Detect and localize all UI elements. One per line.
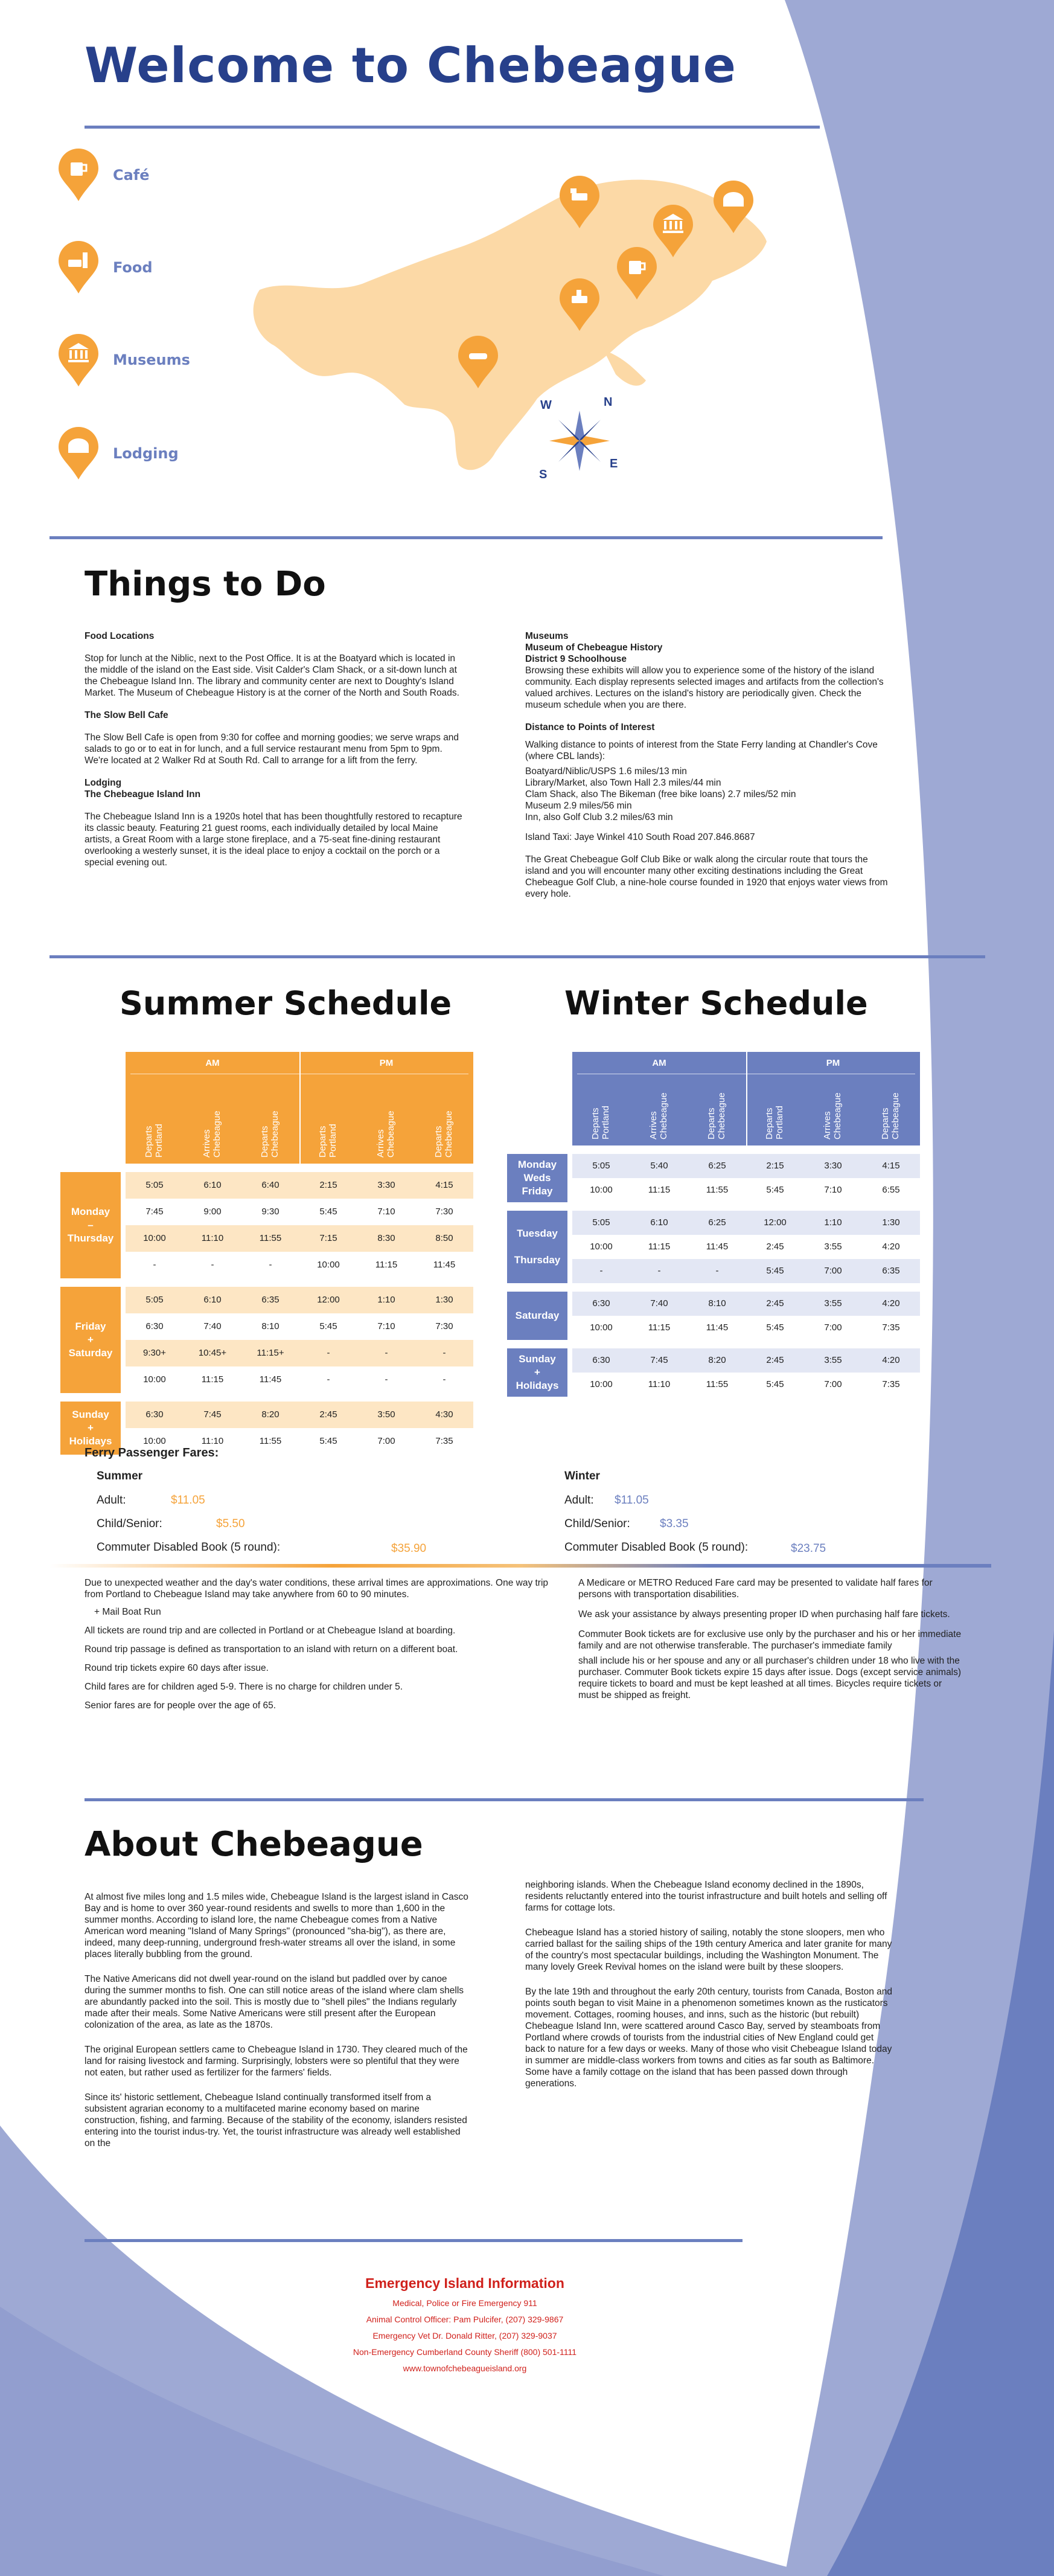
compass-n: N — [604, 396, 613, 409]
summer-time-cell: 8:50 — [435, 1233, 453, 1243]
winter-time-cell: 2:45 — [766, 1242, 784, 1252]
winter-time-cell: 7:10 — [824, 1185, 842, 1195]
summer-time-cell: 7:40 — [203, 1321, 222, 1331]
page-title: Welcome to Chebeague — [85, 37, 736, 94]
summer-column-header: Departs Chebeague — [260, 1110, 280, 1158]
fares-gradient-divider — [50, 1564, 991, 1568]
winter-adult-label: Adult: — [564, 1494, 594, 1507]
winter-time-cell: 11:15 — [648, 1242, 671, 1252]
legend-food-label: Food — [113, 259, 153, 276]
divider — [85, 1798, 924, 1801]
summer-time-cell: 10:00 — [143, 1436, 166, 1446]
golf-info: The Great Chebeague Golf Club Bike or walk along the circular route that tours the island and you will encounter many other exciting destinations including the Great Chebeague Golf Club, a nine-hole course founded in 1920 that enjoys water views from every hole. — [525, 854, 888, 899]
summer-day-label: Monday – Thursday — [60, 1172, 121, 1278]
summer-time-cell: 4:15 — [435, 1180, 453, 1190]
legend-lodging-label: Lodging — [113, 445, 179, 462]
food-heading: Food Locations — [85, 631, 155, 641]
summer-time-cell: - — [385, 1374, 388, 1385]
emergency-line: Medical, Police or Fire Emergency 911 — [392, 2298, 537, 2308]
winter-child-label: Child/Senior: — [564, 1517, 630, 1530]
summer-time-cell: 7:45 — [203, 1409, 222, 1420]
summer-book-fare: $35.90 — [391, 1542, 427, 1555]
summer-time-cell: 5:05 — [145, 1180, 164, 1190]
summer-time-cell: 11:55 — [259, 1436, 282, 1446]
winter-time-cell: 1:30 — [882, 1217, 900, 1228]
winter-time-cell: 10:00 — [590, 1242, 613, 1252]
winter-day-label: Tuesday Thursday — [507, 1211, 567, 1283]
legend-cafe-label: Café — [113, 167, 150, 184]
winter-time-cell: 6:35 — [882, 1266, 900, 1276]
winter-time-cell: - — [657, 1266, 661, 1276]
winter-time-cell: 5:40 — [650, 1161, 668, 1171]
winter-time-cell: 8:20 — [708, 1355, 726, 1365]
cafe-heading: The Slow Bell Cafe — [85, 710, 168, 720]
summer-time-cell: 10:45+ — [198, 1348, 227, 1358]
winter-time-cell: 5:45 — [766, 1266, 784, 1276]
about-paragraph: Since its' historic settlement, Chebeague Island continually transformed itself from a subsistent agrarian economy to a multifaceted marine economy based on marine construction, fishing, and farming. Because of the stability of the economy, islanders resisted entering into the tourist indus-try. Yet, the tourist infrastructure was already well established on the — [85, 2092, 467, 2148]
winter-book-label: Commuter Disabled Book (5 round): — [564, 1541, 749, 1554]
winter-adult-fare: $11.05 — [615, 1494, 649, 1507]
distance-item: Boatyard/Niblic/USPS 1.6 miles/13 min — [525, 766, 687, 777]
winter-day-label: Saturday — [507, 1292, 567, 1340]
summer-time-cell: 3:50 — [377, 1409, 395, 1420]
summer-time-cell: - — [327, 1348, 330, 1358]
summer-time-cell: 10:00 — [143, 1374, 166, 1385]
summer-time-cell: - — [153, 1260, 156, 1270]
summer-schedule-table — [60, 1052, 486, 1447]
summer-column-header: Departs Portland — [144, 1124, 164, 1158]
summer-time-cell: 12:00 — [317, 1295, 340, 1305]
winter-am-label: AM — [652, 1058, 666, 1068]
about-paragraph: By the late 19th and throughout the early 20th century, tourists from Canada, Boston and points south began to visit Maine in a phenomenon sometimes known as the rusticators movement. Cottages, rooming houses, and inns, such as the historic (but rebuilt) Chebeague Island Inn, were scattered around Casco Bay, served by steamboats from Portland where crowds of tourists from the industrial cities of New England could get back to nature for a few days or weeks. Many of those who visit Chebeague Island today in summer are middle-class workers from towns and cities as far south as Baltimore. Some have a family cottage on the island that has been passed down through generations. — [525, 1987, 893, 2089]
map-pin-food-icon — [558, 175, 601, 229]
divider — [85, 2239, 743, 2242]
fares-heading: Ferry Passenger Fares: — [85, 1446, 219, 1459]
summer-time-cell: 7:30 — [435, 1321, 453, 1331]
summer-time-cell: - — [269, 1260, 272, 1270]
winter-time-cell: 3:55 — [824, 1355, 842, 1365]
museums-heading: Museums — [525, 631, 569, 641]
summer-column-header: Departs Portland — [318, 1124, 338, 1158]
summer-time-cell: - — [385, 1348, 388, 1358]
winter-time-cell: 7:00 — [824, 1379, 842, 1389]
things-left-column — [85, 630, 465, 879]
summer-time-cell: 9:00 — [203, 1206, 222, 1217]
lodging-subheading: The Chebeague Island Inn — [85, 789, 201, 799]
museums-subheading-2: District 9 Schoolhouse — [525, 654, 627, 664]
winter-time-cell: 10:00 — [590, 1185, 613, 1195]
winter-column-header: Departs Chebeague — [706, 1092, 727, 1139]
note: We ask your assistance by always presenting proper ID when purchasing half fare tickets. — [578, 1609, 950, 1620]
summer-column-header: Arrives Chebeague — [202, 1110, 222, 1158]
summer-day-label: Sunday + Holidays — [60, 1402, 121, 1455]
summer-time-cell: 1:30 — [435, 1295, 453, 1305]
island-map — [241, 151, 773, 489]
summer-time-cell: 6:10 — [203, 1295, 222, 1305]
winter-time-cell: 11:45 — [706, 1242, 729, 1252]
winter-column-header: Departs Portland — [590, 1106, 611, 1139]
legend-museums-label: Museums — [113, 351, 190, 368]
summer-time-cell: 2:15 — [319, 1180, 337, 1190]
summer-time-cell: 11:15 — [201, 1374, 224, 1385]
summer-time-cell: 11:45 — [433, 1260, 456, 1270]
distance-intro: Walking distance to points of interest from the State Ferry landing at Chandler's Cove (where CBL lands): — [525, 740, 878, 761]
winter-time-cell: 7:40 — [650, 1298, 668, 1309]
map-pin-museum-icon — [652, 204, 694, 258]
summer-time-cell: - — [442, 1348, 446, 1358]
summer-time-cell: 9:30+ — [143, 1348, 166, 1358]
summer-book-label: Commuter Disabled Book (5 round): — [97, 1541, 281, 1554]
summer-time-cell: 8:30 — [377, 1233, 395, 1243]
winter-time-cell: 2:15 — [766, 1161, 784, 1171]
winter-time-cell: 11:10 — [648, 1379, 671, 1389]
divider — [50, 536, 883, 539]
distance-item: Clam Shack, also The Bikeman (free bike loans) 2.7 miles/52 min — [525, 789, 796, 799]
about-title: About Chebeague — [85, 1825, 423, 1864]
note: All tickets are round trip and are collected in Portland or at Chebeague Island at boarding. — [85, 1626, 456, 1636]
taxi-info: Island Taxi: Jaye Winkel 410 South Road 207.846.8687 — [525, 832, 755, 842]
map-pin-cafe-icon — [616, 246, 658, 301]
summer-child-fare: $5.50 — [216, 1517, 245, 1530]
summer-day-label: Friday + Saturday — [60, 1287, 121, 1393]
winter-column-header: Departs Portland — [764, 1106, 785, 1139]
cafe-body: The Slow Bell Cafe is open from 9:30 for coffee and morning goodies; we serve wraps and salads to go or to eat in for lunch, and a full service restaurant menu from 5pm to 9pm. We're located at 2 Walker Rd at South Rd. Call to arrange for a lift from the ferry. — [85, 732, 459, 766]
summer-am-label: AM — [205, 1058, 220, 1068]
museums-subheading-1: Museum of Chebeague History — [525, 642, 663, 653]
winter-time-cell: 6:25 — [708, 1217, 726, 1228]
distance-item: Inn, also Golf Club 3.2 miles/63 min — [525, 812, 673, 822]
winter-time-cell: 8:10 — [708, 1298, 726, 1309]
summer-time-cell: 7:00 — [377, 1436, 395, 1446]
winter-time-cell: 2:45 — [766, 1355, 784, 1365]
winter-time-cell: 4:20 — [882, 1355, 900, 1365]
note: Round trip tickets expire 60 days after issue. — [85, 1663, 269, 1673]
winter-time-cell: 1:10 — [824, 1217, 842, 1228]
winter-time-cell: - — [715, 1266, 719, 1276]
note: Senior fares are for people over the age of 65. — [85, 1700, 276, 1711]
winter-time-cell: 10:00 — [590, 1379, 613, 1389]
winter-time-cell: 10:00 — [590, 1322, 613, 1333]
about-paragraph: neighboring islands. When the Chebeague Island economy declined in the 1890s, residents reluctantly entered into the tourist infrastructure and built hotels and selling off farms for cottage lots. — [525, 1880, 887, 1913]
distance-list — [525, 766, 893, 823]
winter-time-cell: 11:15 — [648, 1185, 671, 1195]
summer-time-cell: 11:45 — [259, 1374, 282, 1385]
winter-time-cell: 7:35 — [882, 1379, 900, 1389]
summer-time-cell: 4:30 — [435, 1409, 453, 1420]
winter-fares-title: Winter — [564, 1470, 600, 1482]
winter-time-cell: 6:30 — [592, 1355, 610, 1365]
summer-time-cell: 11:15 — [375, 1260, 398, 1270]
winter-time-cell: 5:45 — [766, 1322, 784, 1333]
winter-time-cell: 5:05 — [592, 1161, 610, 1171]
about-paragraph: Chebeague Island has a storied history of sailing, notably the stone sloopers, men who carried ballast for the sailing ships of the 19th century America and later granite for many of the country's most spectacular buildings, including the Washington Monument. The many lovely Greek Revival homes on the island were built by these sloopers. — [525, 1927, 892, 1972]
winter-time-cell: 11:55 — [706, 1185, 729, 1195]
lodging-icon — [57, 426, 100, 481]
note: Round trip passage is defined as transportation to an island with return on a different boat. — [85, 1644, 458, 1655]
summer-time-cell: 6:30 — [145, 1321, 164, 1331]
winter-time-cell: 12:00 — [764, 1217, 787, 1228]
things-title: Things to Do — [85, 565, 326, 604]
summer-time-cell: 6:30 — [145, 1409, 164, 1420]
summer-time-cell: 7:15 — [319, 1233, 337, 1243]
summer-time-cell: 10:00 — [143, 1233, 166, 1243]
winter-time-cell: 11:15 — [648, 1322, 671, 1333]
things-right-column — [525, 630, 893, 911]
winter-day-label: Monday Weds Friday — [507, 1154, 567, 1202]
summer-column-header: Arrives Chebeague — [375, 1110, 396, 1158]
summer-time-cell: 7:10 — [377, 1206, 395, 1217]
summer-time-cell: 5:45 — [319, 1436, 337, 1446]
winter-column-header: Arrives Chebeague — [822, 1092, 843, 1139]
winter-column-header: Arrives Chebeague — [648, 1092, 669, 1139]
winter-schedule-title: Winter Schedule — [564, 984, 868, 1022]
winter-time-cell: 6:55 — [882, 1185, 900, 1195]
food-icon — [57, 240, 100, 295]
museum-icon — [57, 333, 100, 388]
note: A Medicare or METRO Reduced Fare card may be presented to validate half fares for persons with transportation disabilities. — [578, 1578, 933, 1600]
summer-time-cell: 6:40 — [261, 1180, 279, 1190]
winter-time-cell: 5:45 — [766, 1185, 784, 1195]
winter-child-fare: $3.35 — [660, 1517, 689, 1530]
winter-time-cell: 7:45 — [650, 1355, 668, 1365]
note: + Mail Boat Run — [94, 1607, 161, 1617]
summer-time-cell: 1:10 — [377, 1295, 395, 1305]
winter-am-pm-divider — [746, 1052, 747, 1145]
summer-time-cell: 6:10 — [203, 1180, 222, 1190]
about-left-column — [85, 1891, 471, 2160]
winter-time-cell: 2:45 — [766, 1298, 784, 1309]
map-pin-lodging-icon — [712, 180, 755, 234]
emergency-section — [302, 2275, 628, 2377]
emergency-line: Non-Emergency Cumberland County Sheriff (800) 501-1111 — [353, 2347, 577, 2357]
winter-time-cell: 6:30 — [592, 1298, 610, 1309]
divider — [50, 955, 985, 958]
food-body: Stop for lunch at the Niblic, next to the Post Office. It is at the Boatyard which is located in the middle of the island on the East side. Visit Calder's Clam Shack, or a sit-down lunch at the Chebeague Island Inn. The library and community center are next to Doughty's Island Market. The Museum of Chebeague History is at the corner of the North and South Roads. — [85, 653, 459, 698]
summer-time-cell: 11:15+ — [257, 1348, 284, 1358]
summer-fares-title: Summer — [97, 1470, 143, 1482]
about-paragraph: At almost five miles long and 1.5 miles wide, Chebeague Island is the largest island in Casco Bay and is home to over 360 year-round residents and swells to more than 1,600 in the summer months. According to island lore, the name Chebeague comes from a Native American word meaning "Island of Many Springs" (pronounced "sha-big"), as there are, indeed, many deep-running, underground fresh-water streams all over the island, in some places literally bubbling from the ground. — [85, 1892, 468, 1959]
winter-time-cell: 6:25 — [708, 1161, 726, 1171]
emergency-line: Emergency Vet Dr. Donald Ritter, (207) 329-9037 — [372, 2331, 557, 2341]
summer-time-cell: 2:45 — [319, 1409, 337, 1420]
cafe-icon — [57, 148, 100, 202]
summer-time-cell: 11:10 — [201, 1233, 224, 1243]
summer-time-cell: 11:55 — [259, 1233, 282, 1243]
about-paragraph: The Native Americans did not dwell year-round on the island but paddled over by canoe during the summer months to fish. One can still notice areas of the island where clam shells are abundantly packed into the soil. This is mostly due to "shell piles" the Indians regularly made after their meals. Some Native Americans were still present after the European colonization of the area, as late as the 1870s. — [85, 1974, 464, 2030]
winter-time-cell: 7:35 — [882, 1322, 900, 1333]
museums-body: Browsing these exhibits will allow you to experience some of the history of the island community. Each display represents selected images and artifacts from the collection's valued archives. Lectures on the island's history are periodically given. Check the museum schedule when you are there. — [525, 665, 884, 710]
summer-column-header: Departs Chebeague — [433, 1110, 454, 1158]
notes-left-column — [85, 1577, 555, 1722]
summer-time-cell: - — [211, 1260, 214, 1270]
summer-time-cell: 3:30 — [377, 1180, 395, 1190]
divider — [85, 126, 820, 129]
note: Child fares are for children aged 5-9. There is no charge for children under 5. — [85, 1682, 403, 1692]
map-pin-food-icon-3 — [457, 335, 499, 389]
summer-time-cell: 5:05 — [145, 1295, 164, 1305]
summer-time-cell: 8:20 — [261, 1409, 279, 1420]
map-pin-food-icon-2 — [558, 278, 601, 332]
summer-time-cell: 5:45 — [319, 1206, 337, 1217]
summer-time-cell: 7:45 — [145, 1206, 164, 1217]
winter-time-cell: - — [599, 1266, 603, 1276]
summer-time-cell: 9:30 — [261, 1206, 279, 1217]
lodging-heading: Lodging — [85, 778, 122, 788]
winter-time-cell: 7:00 — [824, 1266, 842, 1276]
winter-book-fare: $23.75 — [791, 1542, 826, 1555]
winter-time-cell: 5:45 — [766, 1379, 784, 1389]
summer-adult-label: Adult: — [97, 1494, 126, 1507]
lodging-body: The Chebeague Island Inn is a 1920s hotel that has been thoughtfully restored to recapture its classic beauty. Featuring 21 guest rooms, each individually detailed by local Maine artists, a Great Room with a large stone fireplace, and a 75-seat fine-dining restaurant overlooking a westerly sunset, it is the ideal place to enjoy a cocktail on the porch or a special evening out. — [85, 812, 462, 868]
distance-heading: Distance to Points of Interest — [525, 722, 655, 732]
summer-time-cell: 5:45 — [319, 1321, 337, 1331]
winter-time-cell: 11:45 — [706, 1322, 729, 1333]
winter-pm-label: PM — [826, 1058, 840, 1068]
compass-w: W — [540, 399, 552, 412]
summer-time-cell: 10:00 — [317, 1260, 340, 1270]
winter-time-cell: 5:05 — [592, 1217, 610, 1228]
summer-child-label: Child/Senior: — [97, 1517, 162, 1530]
winter-time-cell: 4:20 — [882, 1298, 900, 1309]
winter-day-label: Sunday + Holidays — [507, 1348, 567, 1397]
about-right-column — [525, 1879, 893, 2100]
compass-s: S — [539, 468, 548, 481]
notes-right-column — [578, 1577, 965, 1712]
winter-schedule-table — [507, 1052, 933, 1420]
winter-time-cell: 4:20 — [882, 1242, 900, 1252]
winter-time-cell: 4:15 — [882, 1161, 900, 1171]
summer-time-cell: - — [442, 1374, 446, 1385]
emergency-website-link[interactable]: www.townofchebeagueisland.org — [403, 2363, 527, 2373]
about-paragraph: The original European settlers came to Chebeague Island in 1730. They cleared much of the land for raising livestock and farming. Surprisingly, lobsters were so plentiful that they were not eaten, but rather used as fertilizer for the farmers' fields. — [85, 2045, 468, 2078]
summer-pm-label: PM — [379, 1058, 394, 1068]
summer-am-pm-divider — [299, 1052, 301, 1164]
summer-time-cell: - — [327, 1374, 330, 1385]
summer-time-cell: 6:35 — [261, 1295, 279, 1305]
winter-time-cell: 3:30 — [824, 1161, 842, 1171]
summer-time-cell: 7:35 — [435, 1436, 453, 1446]
winter-time-cell: 11:55 — [706, 1379, 729, 1389]
compass-e: E — [610, 457, 618, 470]
summer-time-cell: 8:10 — [261, 1321, 279, 1331]
distance-item: Museum 2.9 miles/56 min — [525, 801, 632, 811]
summer-time-cell: 7:30 — [435, 1206, 453, 1217]
winter-time-cell: 7:00 — [824, 1322, 842, 1333]
winter-time-cell: 3:55 — [824, 1298, 842, 1309]
summer-adult-fare: $11.05 — [171, 1494, 205, 1507]
summer-time-cell: 11:10 — [201, 1436, 224, 1446]
winter-column-header: Departs Chebeague — [880, 1092, 901, 1139]
note: Commuter Book tickets are for exclusive use only by the purchaser and his or her immediate family and are not otherwise transferable. The purchaser's immediate family — [578, 1629, 962, 1651]
emergency-title: Emergency Island Information — [365, 2275, 564, 2291]
note: shall include his or her spouse and any or all purchaser's children under 18 who live with the purchaser. Commuter Book tickets expire 15 days after issue. Dogs (except service animals) require tickets to board and must be kept leashed at all times. Bicycles require tickets or must be shipped as freight. — [578, 1656, 962, 1700]
summer-time-cell: 7:10 — [377, 1321, 395, 1331]
summer-schedule-title: Summer Schedule — [120, 984, 452, 1022]
winter-time-cell: 3:55 — [824, 1242, 842, 1252]
distance-item: Library/Market, also Town Hall 2.3 miles/44 min — [525, 778, 721, 788]
note: Due to unexpected weather and the day's water conditions, these arrival times are approximations. One way trip from Portland to Chebeague Island may take anywhere from 60 to 90 minutes. — [85, 1578, 549, 1600]
winter-time-cell: 6:10 — [650, 1217, 668, 1228]
emergency-line: Animal Control Officer: Pam Pulcifer, (207) 329-9867 — [366, 2315, 564, 2324]
